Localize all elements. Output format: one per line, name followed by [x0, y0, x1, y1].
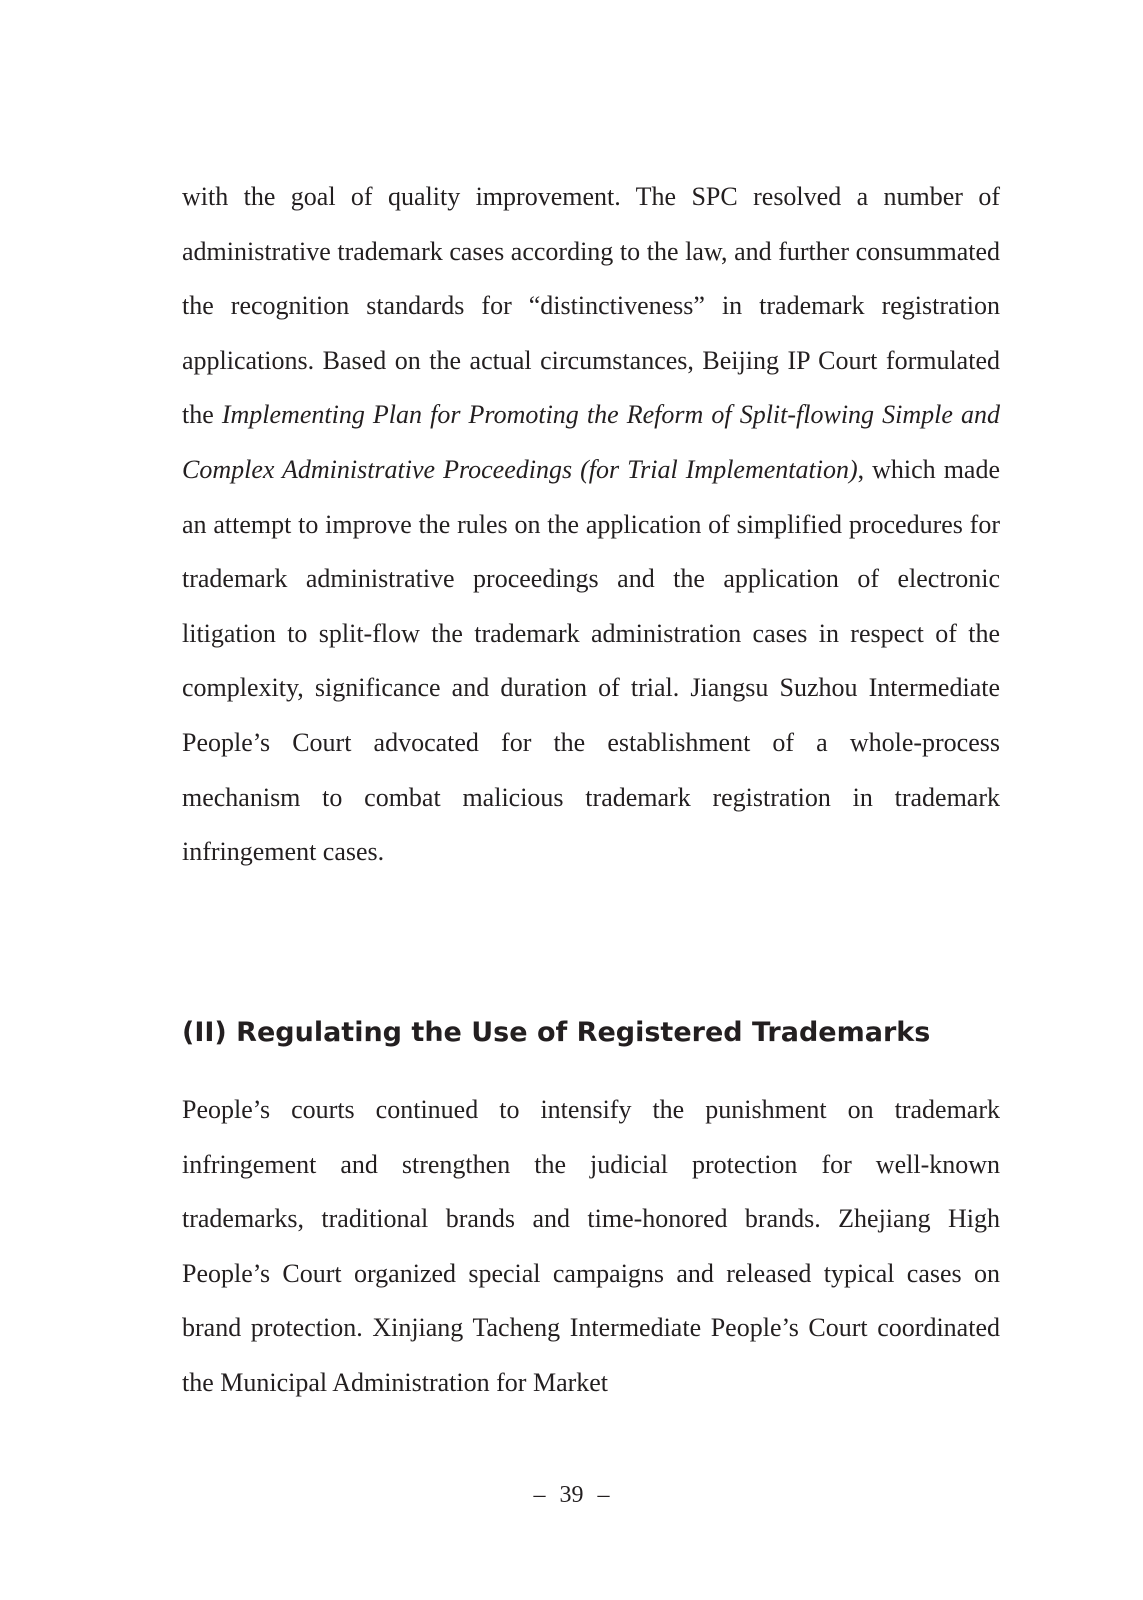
paragraph-text: with the goal of quality improvement. The SPC resolved a number of administrative trademark cases according to the law, and further consummated the recognition standards for “distinctiveness” in trademark registration applications. Based on the actual circumstances, Beijing IP Court formulated the — [182, 182, 1000, 430]
italic-document-title: Implementing Plan for Promoting the Reform of Split-flowing Simple and Complex Administrative Proceedings (for Trial Implementation) — [182, 400, 1000, 484]
paragraph-text-continued: , which made an attempt to improve the rules on the application of simplified procedures for trademark administrative proceedings and the application of electronic litigation to split-flow the trademark administration cases in respect of the complexity, significance and duration of trial. Jiangsu Suzhou Intermediate People’s Court advocated for the establishment of a whole-process mechanism to combat malicious trademark registration in trademark infringement cases. — [182, 454, 1001, 867]
section-heading: (II) Regulating the Use of Registered Trademarks — [182, 1017, 931, 1048]
page-number: 39 — [559, 1482, 584, 1508]
footer-dash-left: – — [533, 1482, 546, 1508]
footer-dash-right: – — [597, 1482, 610, 1508]
page-footer — [0, 1480, 1143, 1510]
body-paragraph: People’s courts continued to intensify the punishment on trademark infringement and strengthen the judicial protection for well-known trademarks, traditional brands and time-honored brands. Zhejiang High People’s Court organized special campaigns and released typical cases on brand protection. Xinjiang Tacheng Intermediate People’s Court coordinated the Municipal Administration for Market — [182, 1095, 1000, 1397]
body-paragraph — [182, 170, 1000, 880]
